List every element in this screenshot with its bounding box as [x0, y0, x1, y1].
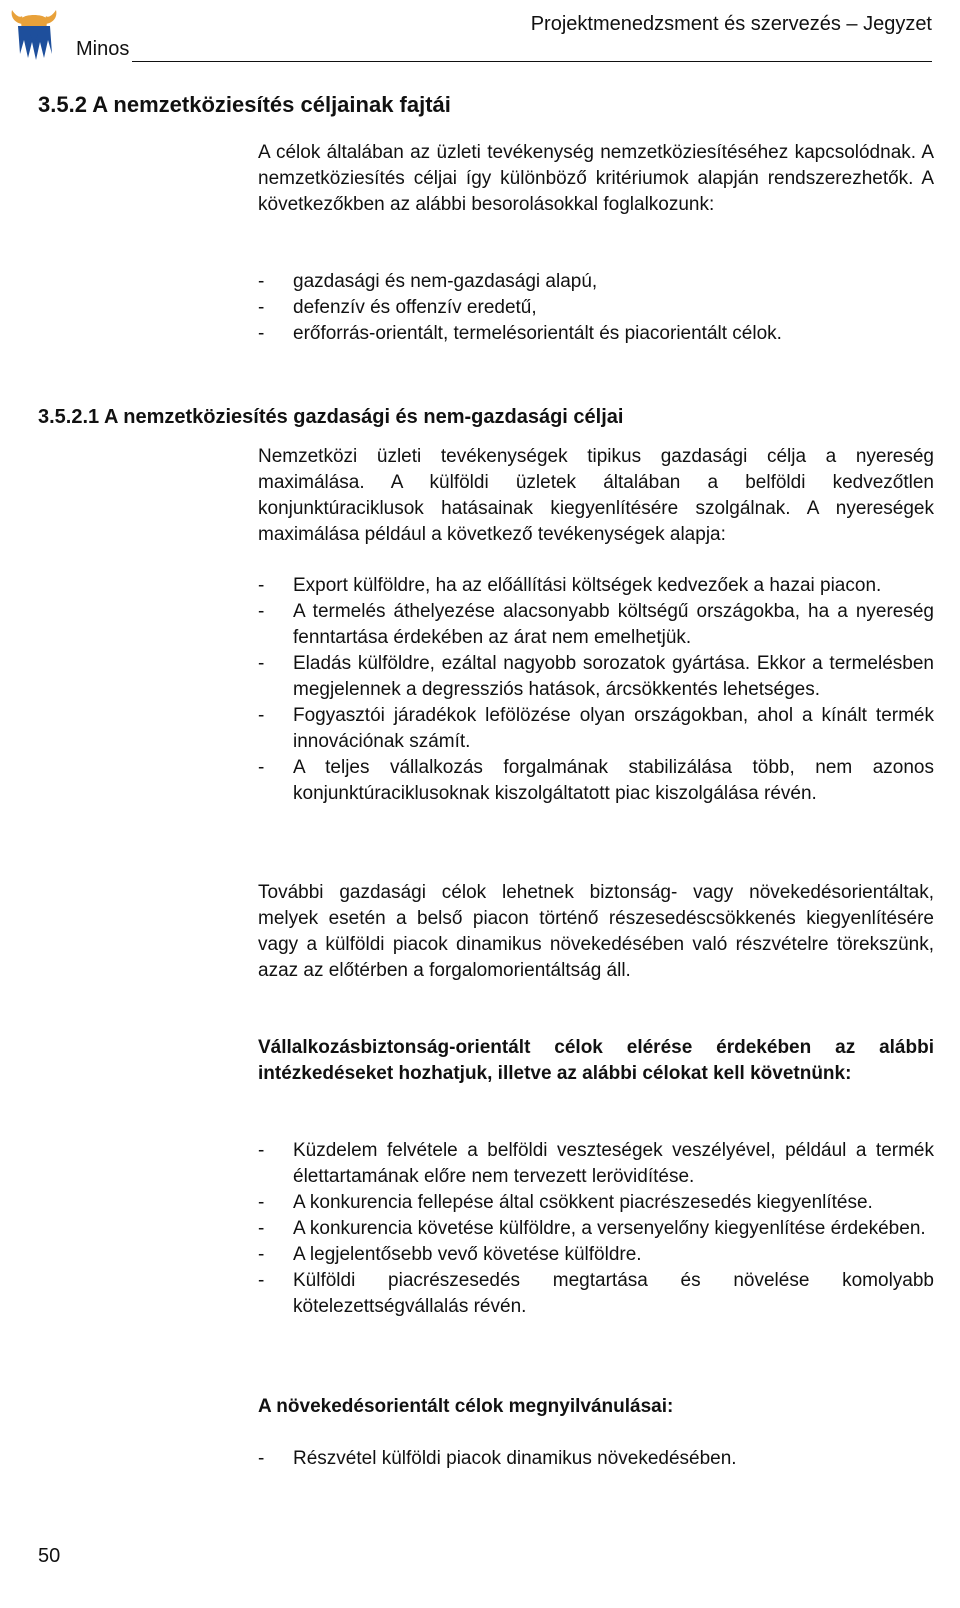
list-item: - defenzív és offenzív eredetű, — [258, 297, 537, 318]
list-item: - A termelés áthelyezése alacsonyabb költségű országokba, ha a nyereség fenntartása érdekében az árat nem emelhetjük. — [258, 601, 934, 648]
bull-logo-icon — [8, 4, 60, 62]
growth-goals-list — [258, 1446, 934, 1472]
list-item: - A konkurencia követése külföldre, a versenyelőny kiegyenlítése érdekében. — [258, 1218, 926, 1239]
subsection-para-1: Nemzetközi üzleti tevékenységek tipikus gazdasági célja a nyereség maximálása. A külföldi üzletek általában a belföldi kedvezőtlen konjunktúraciklusok hatásainak kiegyenlítésére szolgálnak. A nyereségek maximálása például a következő tevékenységek alapja: — [258, 446, 934, 545]
list-item: - Külföldi piacrészesedés megtartása és növelése komolyabb kötelezettségvállalás révén. — [258, 1270, 934, 1317]
list-item: - A legjelentősebb vevő követése külföldre. — [258, 1244, 642, 1265]
list-item: - Küzdelem felvétele a belföldi veszteségek veszélyével, például a termék élettartamának előre nem tervezett lerövidítése. — [258, 1140, 934, 1187]
list-item: - A konkurencia fellepése által csökkent piacrészesedés kiegyenlítése. — [258, 1192, 873, 1213]
security-goals-list — [258, 1138, 934, 1320]
list-item: - Eladás külföldre, ezáltal nagyobb sorozatok gyártása. Ekkor a termelésben megjelennek a degressziós hatások, árcsökkentés lehetséges. — [258, 653, 934, 700]
page-number: 50 — [38, 1545, 61, 1567]
list-item: - Export külföldre, ha az előállítási költségek kedvezőek a hazai piacon. — [258, 575, 882, 596]
list-item: - gazdasági és nem-gazdasági alapú, — [258, 271, 598, 292]
list-item: - Fogyasztói járadékok lefölözése olyan országokban, ahol a kínált termék innovációnak számít. — [258, 705, 934, 752]
classification-list — [258, 269, 934, 347]
header-title: Projektmenedzsment és szervezés – Jegyzet — [530, 13, 932, 35]
list-item: - A teljes vállalkozás forgalmának stabilizálása több, nem azonos konjunktúraciklusoknak kiszolgáltatott piac kiszolgálása révén. — [258, 757, 934, 804]
subsection-heading: 3.5.2.1 A nemzetköziesítés gazdasági és nem-gazdasági céljai — [38, 406, 624, 428]
security-goals-heading: Vállalkozásbiztonság-orientált célok elérése érdekében az alábbi intézkedéseket hozhatjuk, illetve az alábbi célokat kell követnünk: — [258, 1037, 934, 1084]
subsection-para-2: További gazdasági célok lehetnek biztonság- vagy növekedésorientáltak, melyek esetén a belső piacon történő részesedéscsökkenés kiegyenlítésére vagy a külföldi piacok dinamikus növekedésében való részvételre törekszünk, azaz az előtérben a forgalomorientáltság áll. — [258, 882, 934, 981]
header-rule — [132, 61, 932, 62]
section-heading: 3.5.2 A nemzetköziesítés céljainak fajtái — [38, 92, 451, 117]
profit-activities-list — [258, 573, 934, 807]
list-item: - Részvétel külföldi piacok dinamikus növekedésében. — [258, 1448, 737, 1469]
header-author: Minos — [76, 38, 130, 60]
growth-goals-heading: A növekedésorientált célok megnyilvánulásai: — [258, 1396, 674, 1417]
list-item: - erőforrás-orientált, termelésorientált és piacorientált célok. — [258, 323, 782, 344]
section-intro: A célok általában az üzleti tevékenység nemzetköziesítéséhez kapcsolódnak. A nemzetköziesítés céljai így különböző kritériumok alapján rendszerezhetők. A következőkben az alábbi besorolásokkal foglalkozunk: — [258, 142, 934, 215]
